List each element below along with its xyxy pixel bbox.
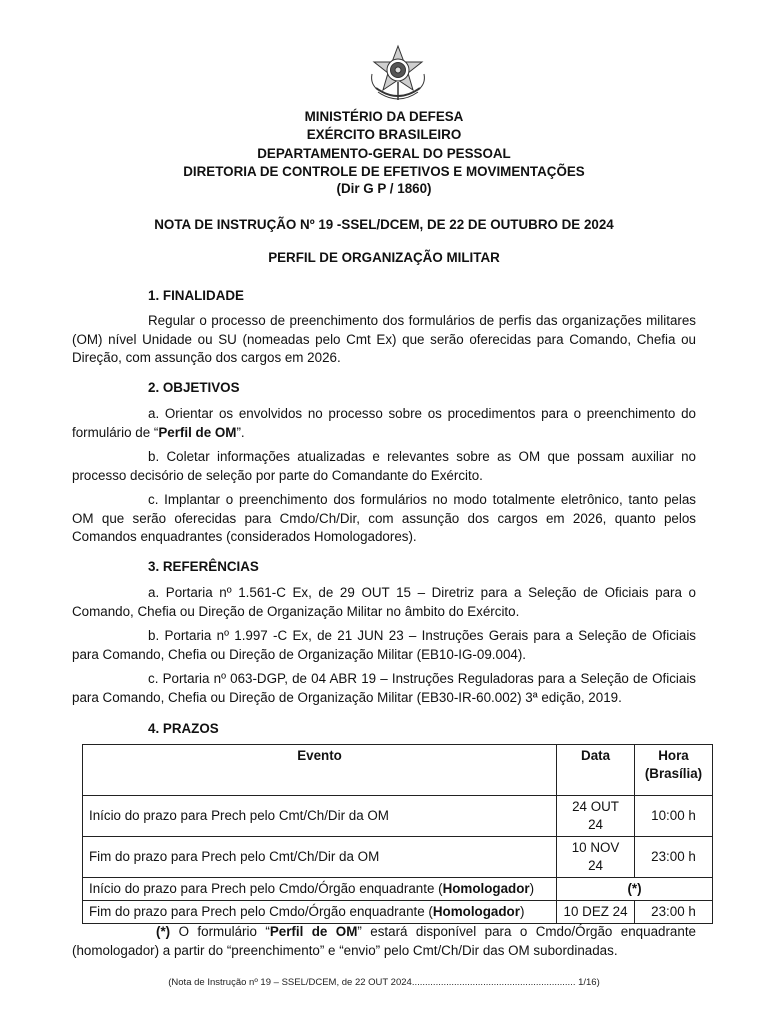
section-2-item-c <box>72 491 696 547</box>
row-evento: Fim do prazo para Prech pelo Cmt/Ch/Dir da OM <box>83 837 557 878</box>
item-a-bold: Perfil de OM <box>158 424 237 440</box>
table-row <box>83 901 713 924</box>
header-ministry: MINISTÉRIO DA DEFESA <box>304 109 464 124</box>
row-evento <box>83 878 557 901</box>
document-subtitle: PERFIL DE ORGANIZAÇÃO MILITAR <box>268 250 500 265</box>
section-3-heading: 3. REFERÊNCIAS <box>148 559 259 574</box>
ref-c-text: c. Portaria nº 063-DGP, de 04 ABR 19 – Instruções Reguladoras para a Seleção de Oficiais para Comando, Chefia ou Direção de Organização Militar (EB30-IR-60.002) 3ª edição, 2019. <box>72 671 696 705</box>
header-code: (Dir G P / 1860) <box>336 181 432 196</box>
footnote-bold: Perfil de OM <box>269 924 358 939</box>
ref-a-text: a. Portaria nº 1.561-C Ex, de 29 OUT 15 – Diretriz para a Seleção de Oficiais para o Comando, Chefia ou Direção de Organização Militar no âmbito do Exército. <box>72 585 696 619</box>
section-3-item-b <box>72 627 696 664</box>
deadlines-table <box>82 744 713 924</box>
footnote-text: O formulário “ <box>170 924 270 939</box>
row-evento: Início do prazo para Prech pelo Cmt/Ch/Dir da OM <box>83 796 557 837</box>
table-header-row <box>83 745 713 796</box>
item-b-text: b. Coletar informações atualizadas e relevantes sobre as OM que possam auxiliar no processo decisório de seleção por parte do Comandante do Exército. <box>72 449 696 483</box>
col-data: Data <box>557 745 635 796</box>
row-hora: 23:00 h <box>635 901 713 924</box>
row-data: 10 NOV 24 <box>557 837 635 878</box>
item-a-text: a. Orientar os envolvidos no processo sobre os procedimentos para o preenchimento do formulário de “ <box>72 406 696 440</box>
document-title: NOTA DE INSTRUÇÃO Nº 19 -SSEL/DCEM, DE 22 DE OUTUBRO DE 2024 <box>154 217 614 232</box>
col-evento: Evento <box>83 745 557 796</box>
page-footer: (Nota de Instrução nº 19 – SSEL/DCEM, de 22 OUT 2024.............................................................. 1/16) <box>168 977 600 988</box>
header-army: EXÉRCITO BRASILEIRO <box>306 127 462 142</box>
section-2-heading: 2. OBJETIVOS <box>148 380 240 395</box>
footnote-end: ” estará disponível para o Cmdo/Órgão enquadrante (homologador) a partir do “preenchimento” e “envio” pelo Cmt/Ch/Dir das OM subordinadas. <box>72 924 696 958</box>
table-row <box>83 796 713 837</box>
section-3-item-a <box>72 584 696 621</box>
row-evento-bold: Homologador <box>442 881 530 896</box>
row-data: 24 OUT 24 <box>557 796 635 837</box>
col-hora: Hora (Brasília) <box>635 745 713 796</box>
ref-b-text: b. Portaria nº 1.997 -C Ex, de 21 JUN 23 – Instruções Gerais para a Seleção de Oficiais para Comando, Chefia ou Direção de Organização Militar (EB10-IG-09.004). <box>72 628 696 662</box>
brazil-coat-of-arms-icon <box>368 44 428 106</box>
row-evento-bold: Homologador <box>432 904 520 919</box>
footnote-mark: (*) <box>156 924 171 939</box>
header-directorate: DIRETORIA DE CONTROLE DE EFETIVOS E MOVIMENTAÇÕES <box>183 164 585 179</box>
row-hora: 10:00 h <box>635 796 713 837</box>
section-4-heading: 4. PRAZOS <box>148 721 219 736</box>
row-hora: 23:00 h <box>635 837 713 878</box>
section-1-paragraph <box>72 312 696 368</box>
row-merged-note: (*) <box>557 878 713 901</box>
section-3-item-c <box>72 670 696 707</box>
table-row <box>83 837 713 878</box>
section-2-item-b <box>72 448 696 485</box>
row-evento-end: ) <box>519 904 525 919</box>
table-footnote <box>72 923 696 960</box>
item-c-text: c. Implantar o preenchimento dos formulários no modo totalmente eletrônico, tanto pelas OM que serão oferecidas para Cmdo/Ch/Dir, com assunção dos cargos em 2026, quanto pelos Comandos enquadrantes (considerados Homologadores). <box>72 492 696 545</box>
row-evento-text: Fim do prazo para Prech pelo Cmdo/Órgão enquadrante ( <box>89 904 433 919</box>
row-evento-text: Início do prazo para Prech pelo Cmdo/Órgão enquadrante ( <box>89 881 443 896</box>
row-evento-end: ) <box>529 881 535 896</box>
table-row <box>83 878 713 901</box>
section-1-text: Regular o processo de preenchimento dos formulários de perfis das organizações militares (OM) nível Unidade ou SU (nomeadas pelo Cmt Ex) que serão oferecidas para Comando, Chefia ou Direção, com assunção dos cargos em 2026. <box>72 313 696 366</box>
row-data: 10 DEZ 24 <box>557 901 635 924</box>
section-1-heading: 1. FINALIDADE <box>148 288 244 303</box>
item-a-end: ”. <box>236 424 245 440</box>
row-evento <box>83 901 557 924</box>
header-department: DEPARTAMENTO-GERAL DO PESSOAL <box>257 146 511 161</box>
section-2-item-a <box>72 405 696 442</box>
